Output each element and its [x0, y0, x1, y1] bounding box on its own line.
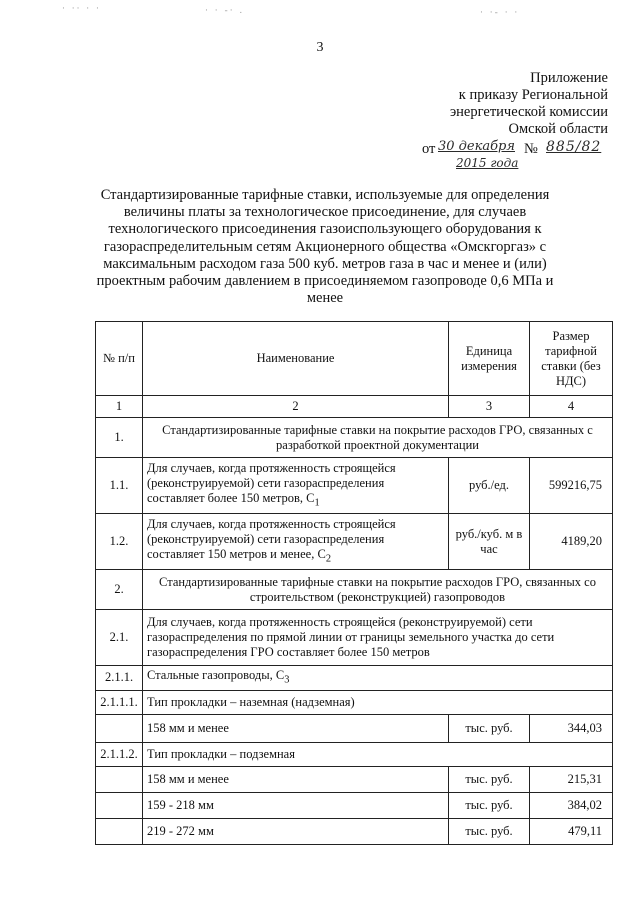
header-rate: Размер тарифной ставки (без НДС)	[530, 322, 613, 396]
row-name: 158 мм и менее	[143, 714, 449, 742]
table-row	[96, 514, 613, 570]
row-name: 159 - 218 мм	[143, 792, 449, 818]
table-row	[96, 666, 613, 691]
row-num	[96, 766, 143, 792]
table-row	[96, 418, 613, 458]
order-reference	[422, 136, 622, 176]
row-value: 384,02	[530, 792, 613, 818]
table-row	[96, 766, 613, 792]
row-name	[143, 458, 449, 514]
row-name: 158 мм и менее	[143, 766, 449, 792]
row-num: 2.1.1.2.	[96, 742, 143, 766]
row-name-text: Для случаев, когда протяженность строящейся (реконструируемой) сети газораспределения составляет 150 метров и менее, С	[147, 516, 396, 561]
row-value: 479,11	[530, 818, 613, 844]
order-from-label: от	[422, 141, 436, 157]
row-num: 2.1.1.1.	[96, 690, 143, 714]
scan-mark-right: · ·- · ·	[480, 8, 520, 18]
row-name: Тип прокладки – наземная (надземная)	[143, 690, 613, 714]
row-name-subscript: 2	[325, 553, 332, 565]
row-unit: тыс. руб.	[449, 792, 530, 818]
appendix-header	[450, 70, 608, 138]
section-title: Стандартизированные тарифные ставки на покрытие расходов ГРО, связанных с разработкой проектной документации	[143, 418, 613, 458]
row-num	[96, 818, 143, 844]
row-unit: руб./куб. м в час	[449, 514, 530, 570]
row-unit: тыс. руб.	[449, 714, 530, 742]
table-header-row	[96, 322, 613, 396]
page-number: 3	[316, 40, 324, 55]
table-row	[96, 610, 613, 666]
appendix-line-1: Приложение	[530, 70, 608, 86]
row-num: 2.	[96, 570, 143, 610]
row-unit: руб./ед.	[449, 458, 530, 514]
row-value: 215,31	[530, 766, 613, 792]
table-row	[96, 690, 613, 714]
order-number-handwritten: 885/82	[546, 139, 602, 155]
col-index-4: 4	[530, 396, 613, 418]
table-row	[96, 458, 613, 514]
order-date-handwritten: 30 декабря	[438, 139, 515, 154]
header-unit: Единица измерения	[449, 322, 530, 396]
row-name	[143, 514, 449, 570]
row-num: 2.1.	[96, 610, 143, 666]
appendix-line-4: Омской области	[508, 121, 608, 137]
table-row	[96, 818, 613, 844]
table-row	[96, 570, 613, 610]
row-value: 344,03	[530, 714, 613, 742]
column-index-row	[96, 396, 613, 418]
appendix-line-2: к приказу Региональной	[458, 87, 608, 103]
row-name-subscript: 3	[284, 674, 290, 686]
row-name: 219 - 272 мм	[143, 818, 449, 844]
row-num: 1.2.	[96, 514, 143, 570]
col-index-1: 1	[96, 396, 143, 418]
col-index-3: 3	[449, 396, 530, 418]
scan-mark-middle: · · -· .	[205, 6, 245, 16]
row-value: 4189,20	[530, 514, 613, 570]
row-num	[96, 792, 143, 818]
table-row	[96, 714, 613, 742]
order-year-handwritten: 2015 года	[456, 156, 519, 170]
section-title: Стандартизированные тарифные ставки на покрытие расходов ГРО, связанных со строительством (реконструкцией) газопроводов	[143, 570, 613, 610]
row-num: 1.1.	[96, 458, 143, 514]
row-name	[143, 666, 613, 691]
row-num	[96, 714, 143, 742]
row-name-subscript: 1	[314, 497, 320, 509]
scan-mark-left: · ·· · ·	[62, 4, 101, 14]
row-num: 2.1.1.	[96, 666, 143, 691]
table-row	[96, 742, 613, 766]
tariff-table	[95, 321, 613, 845]
row-name-text: Для случаев, когда протяженность строящейся (реконструируемой) сети газораспределения составляет более 150 метров, С	[147, 460, 396, 505]
order-number-label: №	[524, 141, 538, 157]
row-unit: тыс. руб.	[449, 818, 530, 844]
row-name: Тип прокладки – подземная	[143, 742, 613, 766]
appendix-line-3: энергетической комиссии	[449, 104, 608, 120]
row-unit: тыс. руб.	[449, 766, 530, 792]
header-name: Наименование	[143, 322, 449, 396]
row-name: Для случаев, когда протяженность строящейся (реконструируемой) сети газораспределения по прямой линии от границы земельного участка до сети газораспределения ГРО составляет более 150 метров	[143, 610, 613, 666]
row-name-text: Стальные газопроводы, С	[147, 668, 285, 682]
col-index-2: 2	[143, 396, 449, 418]
row-num: 1.	[96, 418, 143, 458]
header-num: № п/п	[96, 322, 143, 396]
document-title: Стандартизированные тарифные ставки, используемые для определения величины платы за технологическое присоединение, для случаев технологического присоединения газоиспользующего оборудования к газораспределительным сетям Акционерного общества «Омскгоргаз» с максимальным расходом газа 500 куб. метров газа в час и менее и (или) проектным рабочим давлением в присоединяемом газопроводе 0,6 МПа и менее	[96, 187, 554, 307]
row-value: 599216,75	[530, 458, 613, 514]
table-row	[96, 792, 613, 818]
